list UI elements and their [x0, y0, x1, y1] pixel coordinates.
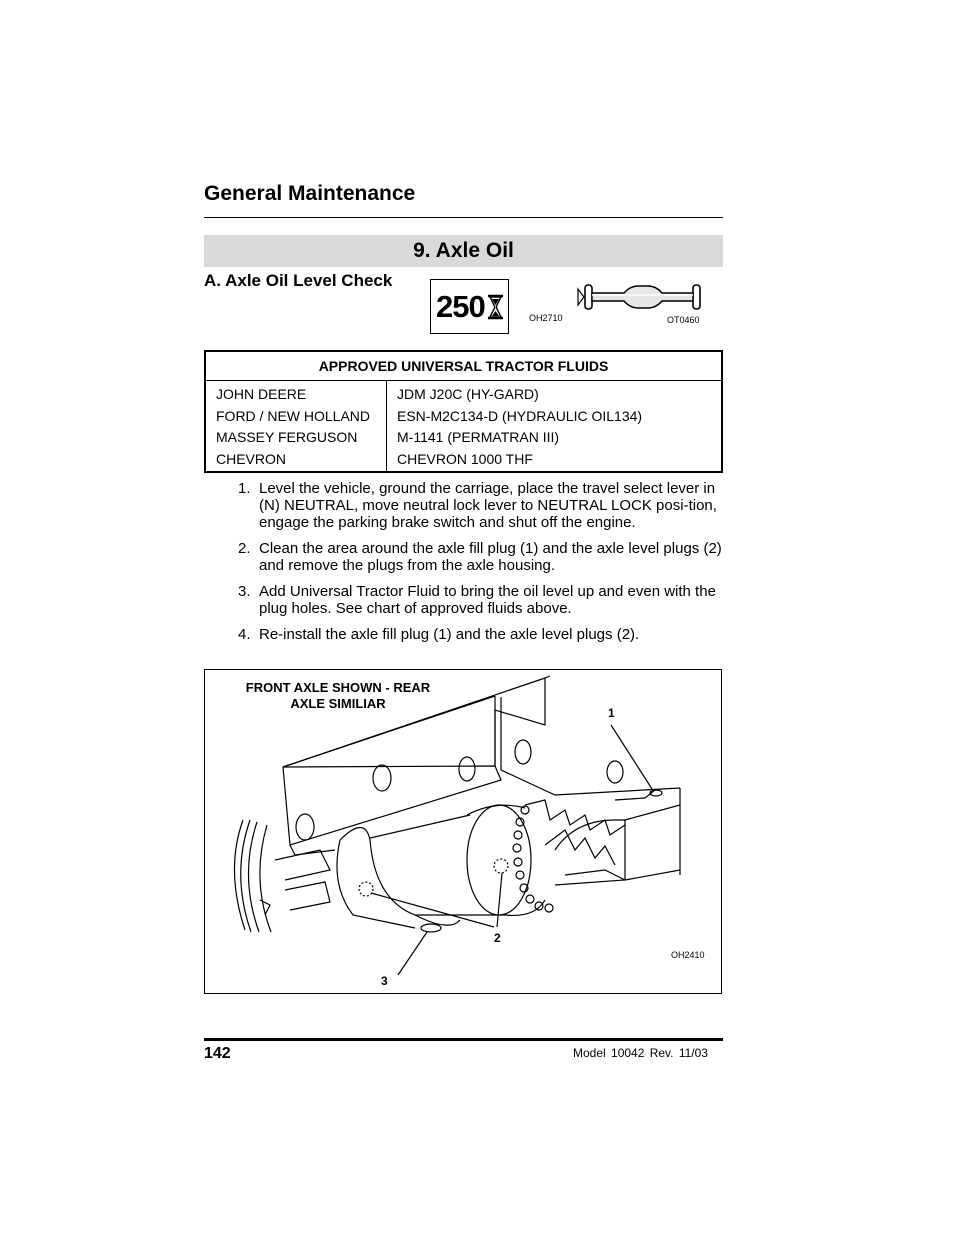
interval-hours: 250: [436, 288, 485, 324]
service-interval-box: [430, 279, 509, 334]
table-cell-maker: FORD / NEW HOLLAND: [216, 407, 371, 424]
header-rule: [204, 217, 723, 218]
hourglass-icon: [487, 294, 504, 320]
step-text: Clean the area around the axle fill plug (1) and the axle level plugs (2) and remove the plugs from the axle housing.: [259, 540, 722, 574]
step-item: [238, 480, 724, 531]
figure-caption: [223, 680, 453, 712]
step-number: 4.: [238, 626, 251, 643]
page-number: 142: [204, 1045, 231, 1062]
model-revision: Model 10042 Rev. 11/03: [573, 1046, 708, 1060]
table-cell-fluid: JDM J20C (HY-GARD): [397, 386, 539, 402]
maker-column: [216, 384, 370, 471]
step-item: [238, 583, 724, 617]
table-cell-fluid: M-1141 (PERMATRAN III): [397, 429, 560, 446]
table-title: APPROVED UNIVERSAL TRACTOR FLUIDS: [206, 352, 721, 381]
table-divider: [386, 381, 387, 472]
step-number: 2.: [238, 540, 251, 557]
step-item: [238, 626, 724, 643]
page-heading: 9. Axle Oil: [204, 235, 723, 267]
step-number: 3.: [238, 583, 251, 600]
table-cell-fluid: CHEVRON 1000 THF: [397, 451, 533, 468]
interval-code: OH2710: [529, 313, 563, 323]
axle-figure: [204, 669, 722, 994]
figure-caption-line: AXLE SIMILIAR: [290, 696, 386, 711]
callout-1: 1: [608, 706, 615, 720]
table-cell-fluid: ESN-M2C134-D (HYDRAULIC OIL134): [397, 407, 643, 424]
step-text: Re-install the axle fill plug (1) and the axle level plugs (2).: [259, 626, 640, 643]
step-text: Level the vehicle, ground the carriage, place the travel select lever in (N) NEUTRAL, move neutral lock lever to NEUTRAL LOCK posi-tion, engage the parking brake switch and shut off the engine.: [259, 480, 717, 531]
procedure-steps: [238, 480, 724, 652]
callout-2: 2: [494, 931, 501, 945]
table-cell-maker: MASSEY FERGUSON: [216, 429, 358, 446]
step-number: 1.: [238, 480, 251, 497]
fluid-column: [397, 384, 642, 471]
figure-caption-line: FRONT AXLE SHOWN - REAR: [245, 680, 431, 695]
table-cell-maker: CHEVRON: [216, 451, 287, 468]
callout-3: 3: [381, 974, 388, 988]
footer-rule: [204, 1038, 723, 1041]
subheading: A. Axle Oil Level Check: [204, 271, 393, 290]
section-title: General Maintenance: [204, 182, 416, 205]
step-item: [238, 540, 724, 574]
axle-illustration: [205, 670, 722, 994]
figure-code: OH2410: [671, 950, 705, 960]
axle-code: OT0460: [667, 315, 700, 325]
axle-icon: [574, 282, 704, 317]
approved-fluids-table: [204, 350, 723, 473]
step-text: Add Universal Tractor Fluid to bring the oil level up and even with the plug holes. See chart of approved fluids above.: [259, 583, 716, 617]
table-cell-maker: JOHN DEERE: [216, 386, 307, 402]
